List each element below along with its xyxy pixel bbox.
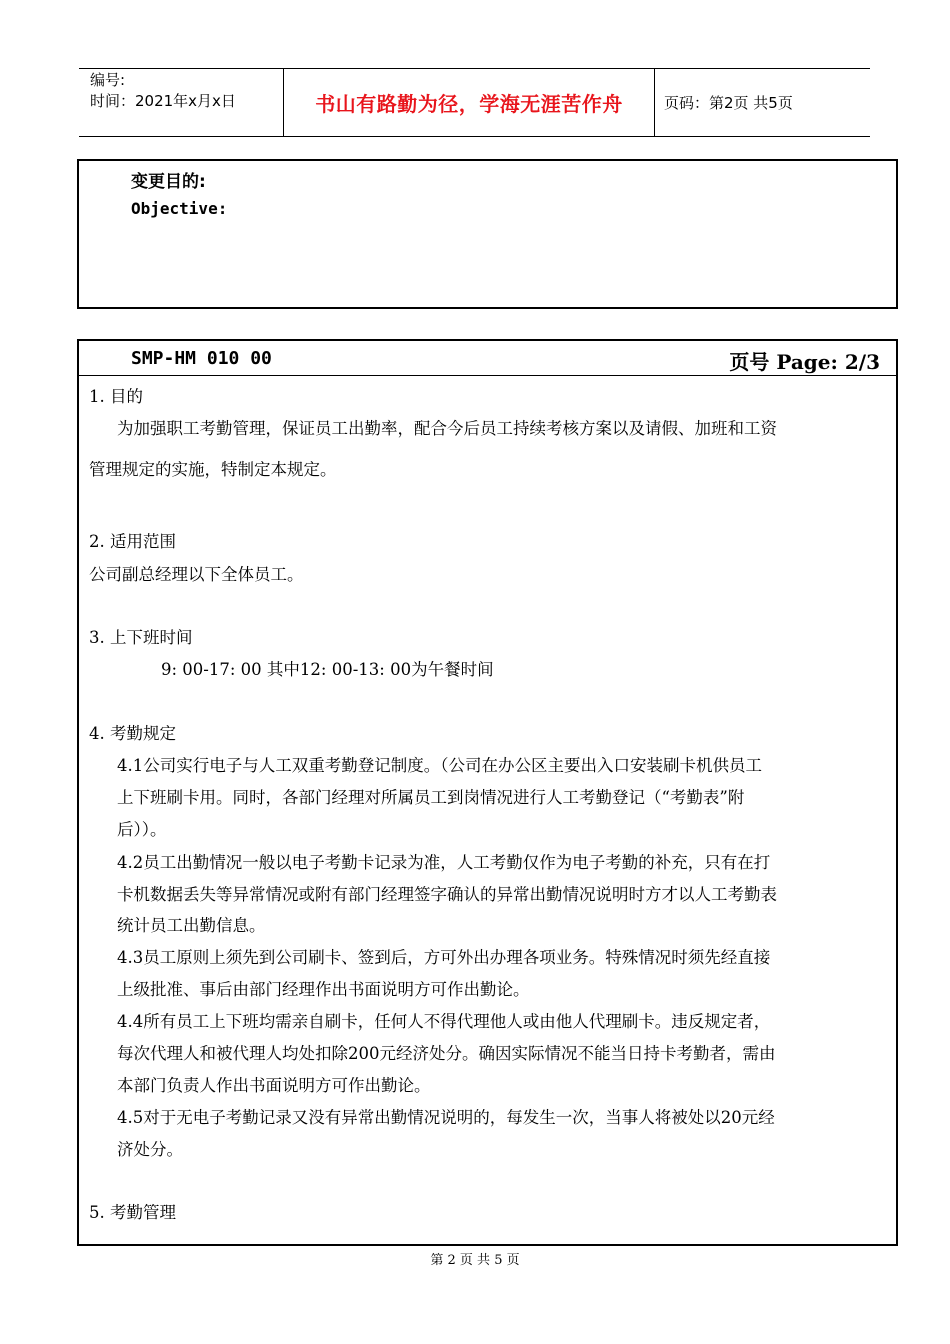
clause-4-3-line: 上级批准、事后由部门经理作出书面说明方可作出勤论。 — [117, 980, 530, 999]
header-meta — [90, 70, 236, 112]
clause-4-4-line: 每次代理人和被代理人均处扣除200元经济处分。确因实际情况不能当日持卡考勤者，需由 — [117, 1044, 776, 1063]
footer-page-number: 第 2 页 共 5 页 — [430, 1253, 520, 1268]
section-2-title: 2. 适用范围 — [89, 532, 176, 551]
section-1-line: 为加强职工考勤管理，保证员工出勤率，配合今后员工持续考核方案以及请假、加班和工资 — [117, 419, 777, 438]
section-1-line: 管理规定的实施，特制定本规定。 — [89, 460, 337, 479]
date-label: 时间：2021年x月x日 — [90, 92, 236, 110]
section-1-title: 1. 目的 — [89, 387, 143, 406]
objective-box — [77, 159, 898, 309]
objective-en-label: Objective: — [131, 199, 228, 218]
document-page-number: 页号 Page: 2/3 — [729, 350, 880, 374]
clause-4-2-line: 4.2员工出勤情况一般以电子考勤卡记录为准，人工考勤仅作为电子考勤的补充，只有在打 — [117, 853, 771, 872]
section-3-title: 3. 上下班时间 — [89, 628, 193, 647]
clause-4-3-line: 4.3员工原则上须先到公司刷卡、签到后，方可外出办理各项业务。特殊情况时须先经直接 — [117, 948, 771, 967]
clause-4-2-line: 统计员工出勤信息。 — [117, 916, 266, 935]
section-5-title: 5. 考勤管理 — [89, 1203, 176, 1222]
clause-4-5-line: 4.5对于无电子考勤记录又没有异常出勤情况说明的，每发生一次，当事人将被处以20元经 — [117, 1108, 775, 1127]
clause-4-4-line: 4.4所有员工上下班均需亲自刷卡，任何人不得代理他人或由他人代理刷卡。违反规定者， — [117, 1012, 771, 1031]
document-box — [77, 339, 898, 1246]
header-bottom-rule — [79, 136, 870, 137]
section-2-line: 公司副总经理以下全体员工。 — [89, 565, 304, 584]
clause-4-1-line: 后））。 — [117, 820, 167, 839]
section-4-title: 4. 考勤规定 — [89, 724, 176, 743]
objective-cn-label: 变更目的: — [131, 172, 206, 192]
document-code: SMP-HM 010 00 — [131, 348, 272, 369]
number-label: 编号: — [90, 71, 126, 89]
section-3-line: 9: 00-17: 00 其中12: 00-13: 00为午餐时间 — [161, 660, 494, 679]
clause-4-2-line: 卡机数据丢失等异常情况或附有部门经理签字确认的异常出勤情况说明时方才以人工考勤表 — [117, 885, 777, 904]
clause-4-5-line: 济处分。 — [117, 1140, 183, 1159]
clause-4-4-line: 本部门负责人作出书面说明方可作出勤论。 — [117, 1076, 431, 1095]
document-header-bar — [79, 341, 896, 376]
clause-4-1-line: 上下班刷卡用。同时，各部门经理对所属员工到岗情况进行人工考勤登记（“考勤表”附 — [117, 788, 745, 807]
header-divider-right — [654, 68, 655, 136]
clause-4-1-line: 4.1公司实行电子与人工双重考勤登记制度。（公司在办公区主要出入口安装刷卡机供员工 — [117, 756, 762, 775]
header-page-label: 页码：第2页 共5页 — [664, 94, 793, 112]
header-motto: 书山有路勤为径，学海无涯苦作舟 — [315, 91, 623, 116]
